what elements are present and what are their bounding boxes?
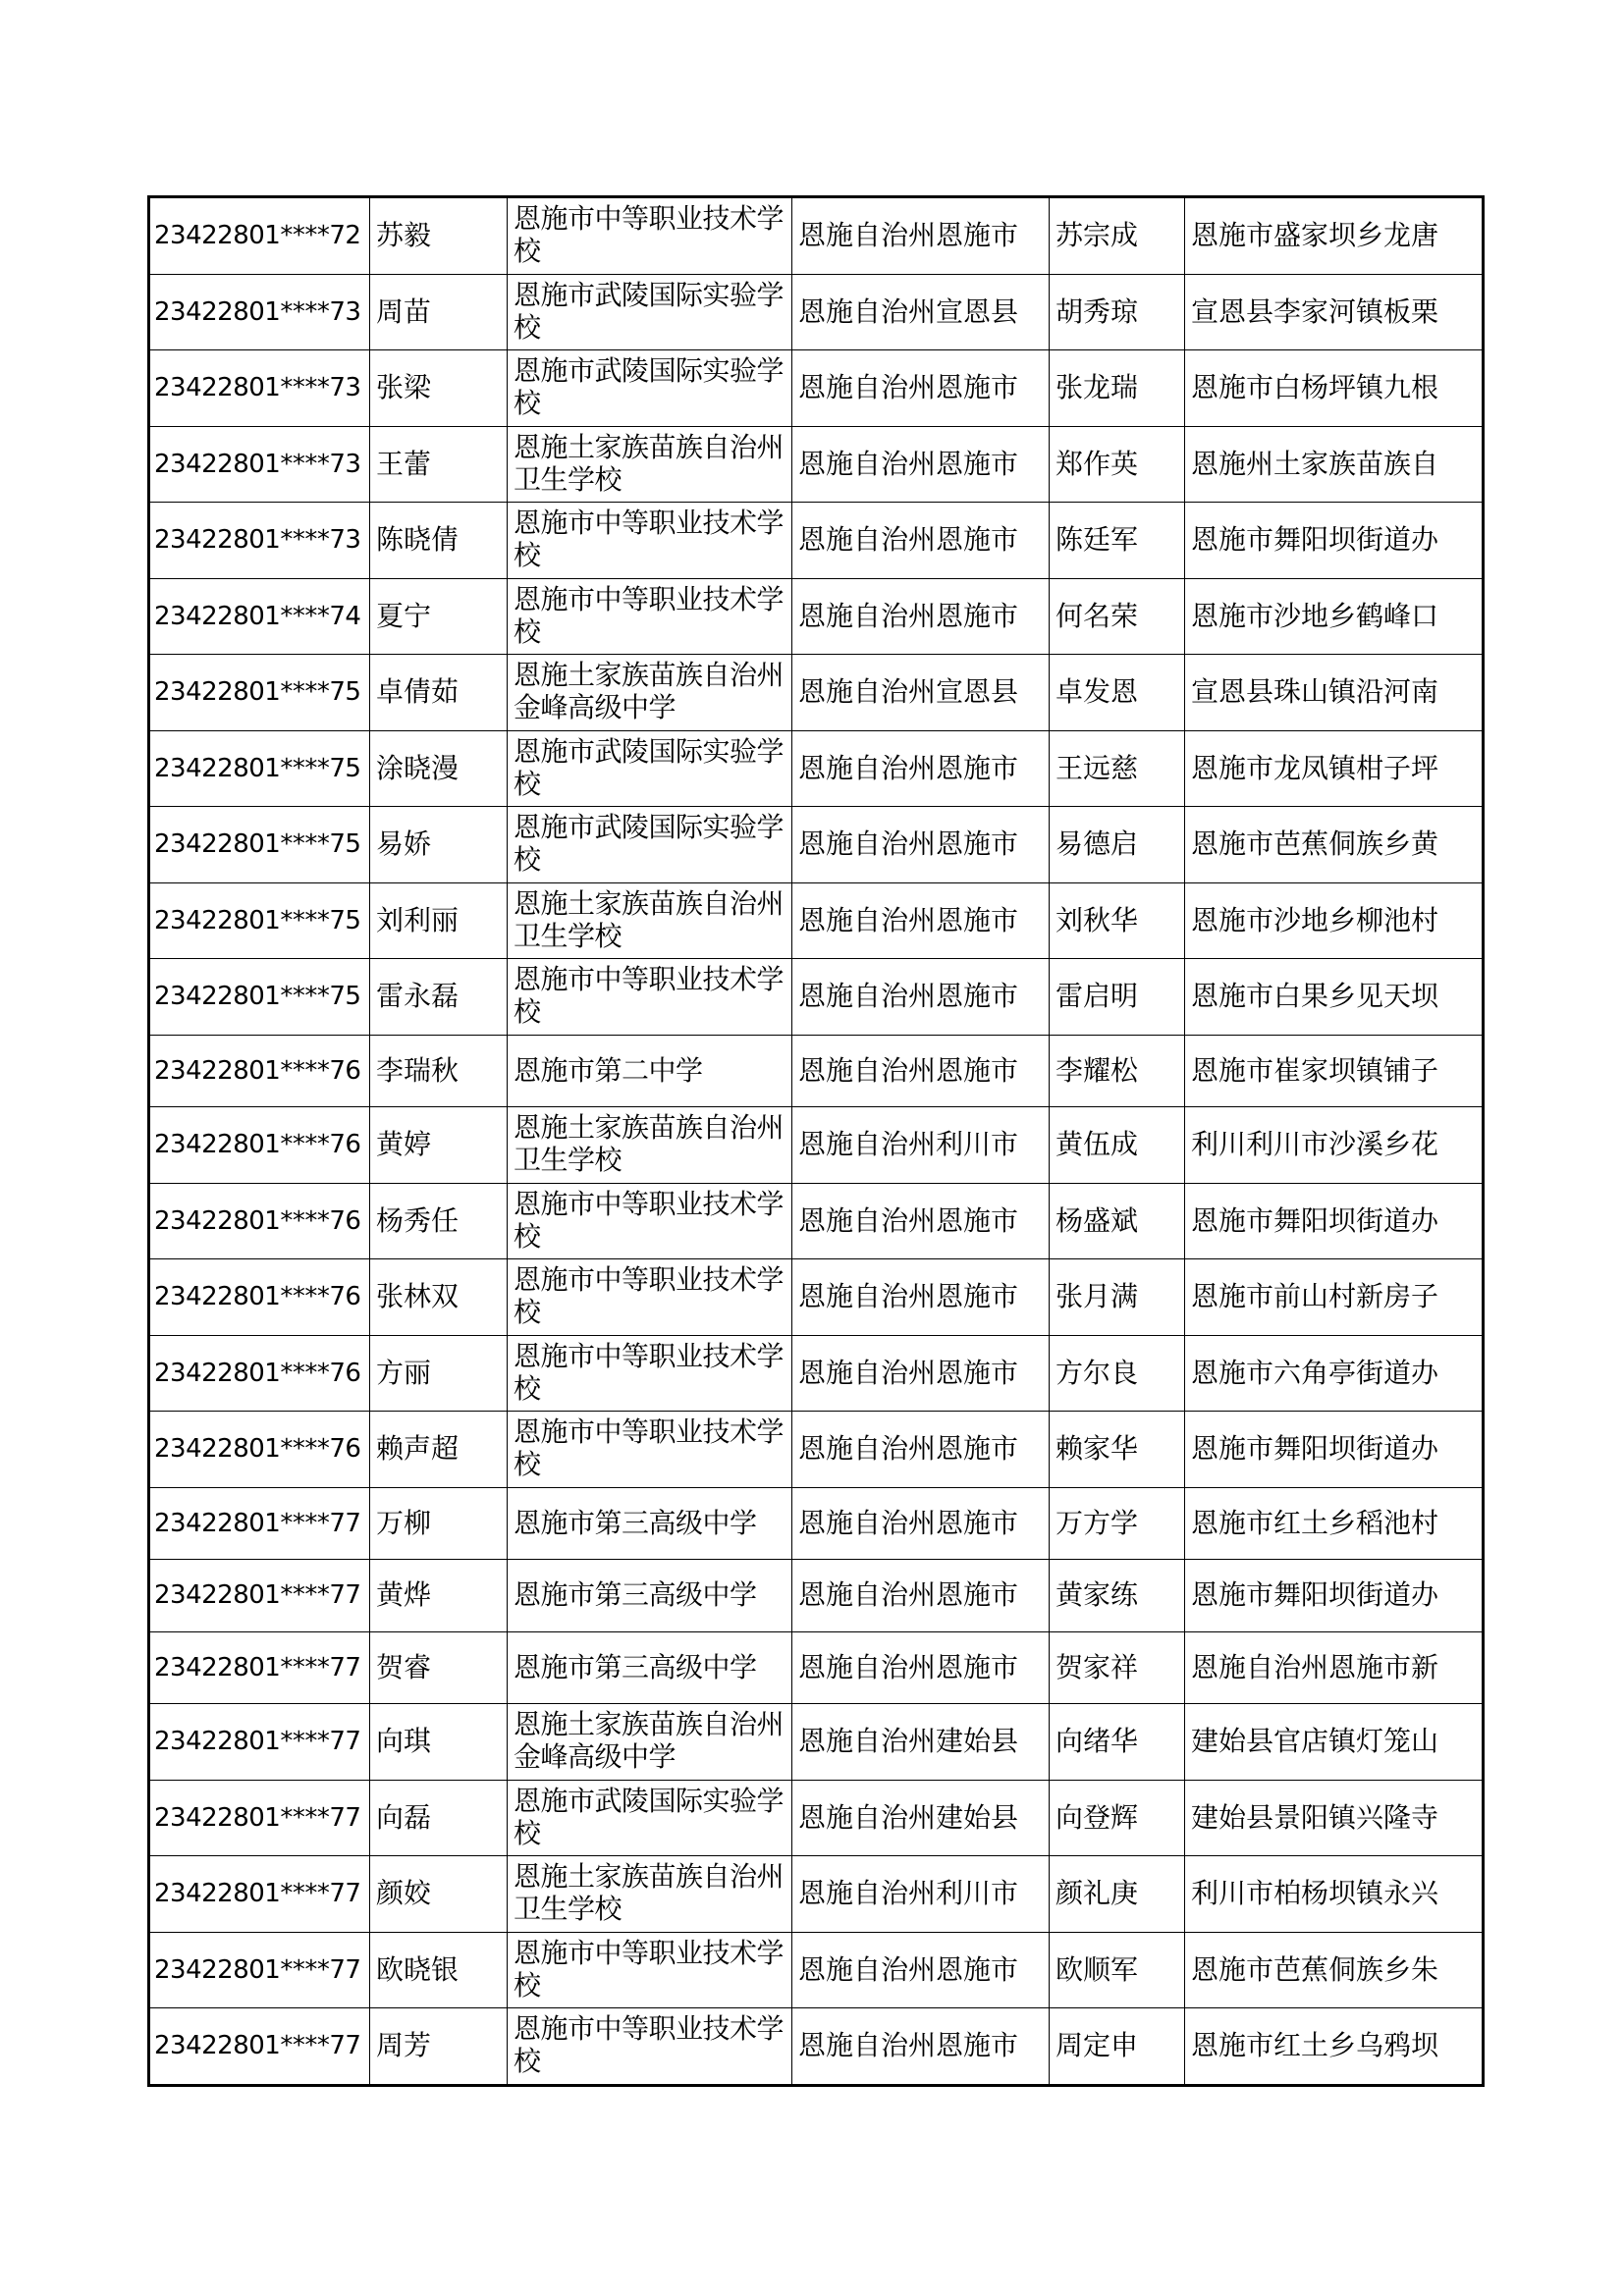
- guardian-name-cell: 赖家华: [1050, 1412, 1185, 1488]
- school-cell: 恩施市第三高级中学: [508, 1631, 792, 1704]
- guardian-name-cell: 向登辉: [1050, 1780, 1185, 1856]
- address-cell: 恩施市沙地乡柳池村: [1185, 882, 1484, 959]
- region-cell: 恩施自治州恩施市: [792, 1259, 1050, 1336]
- guardian-name-cell: 胡秀琼: [1050, 274, 1185, 350]
- region-cell: 恩施自治州恩施市: [792, 1335, 1050, 1412]
- student-name-cell: 雷永磊: [370, 959, 508, 1036]
- table-row: [149, 1183, 1484, 1259]
- table-row: [149, 1035, 1484, 1107]
- address-cell: 恩施州土家族苗族自: [1185, 426, 1484, 503]
- student-id-cell: 23422801****76: [149, 1035, 370, 1107]
- student-name-cell: 贺睿: [370, 1631, 508, 1704]
- table-row: [149, 1335, 1484, 1412]
- student-id-cell: 23422801****74: [149, 578, 370, 655]
- address-cell: 恩施市崔家坝镇铺子: [1185, 1035, 1484, 1107]
- table-row: [149, 274, 1484, 350]
- student-name-cell: 黄婷: [370, 1107, 508, 1184]
- guardian-name-cell: 卓发恩: [1050, 655, 1185, 731]
- region-cell: 恩施自治州恩施市: [792, 1932, 1050, 2008]
- region-cell: 恩施自治州宣恩县: [792, 655, 1050, 731]
- address-cell: 恩施市六角亭街道办: [1185, 1335, 1484, 1412]
- school-cell: 恩施市第三高级中学: [508, 1487, 792, 1560]
- region-cell: 恩施自治州恩施市: [792, 350, 1050, 427]
- student-id-cell: 23422801****76: [149, 1335, 370, 1412]
- student-id-cell: 23422801****76: [149, 1259, 370, 1336]
- student-id-cell: 23422801****77: [149, 1780, 370, 1856]
- table-row: [149, 1487, 1484, 1560]
- region-cell: 恩施自治州恩施市: [792, 1631, 1050, 1704]
- guardian-name-cell: 王远慈: [1050, 730, 1185, 807]
- school-cell: 恩施土家族苗族自治州卫生学校: [508, 1107, 792, 1184]
- student-id-cell: 23422801****75: [149, 807, 370, 883]
- region-cell: 恩施自治州恩施市: [792, 807, 1050, 883]
- student-id-cell: 23422801****76: [149, 1183, 370, 1259]
- guardian-name-cell: 何名荣: [1050, 578, 1185, 655]
- student-name-cell: 陈晓倩: [370, 503, 508, 579]
- student-name-cell: 周苗: [370, 274, 508, 350]
- guardian-name-cell: 颜礼庚: [1050, 1856, 1185, 1933]
- region-cell: 恩施自治州恩施市: [792, 2008, 1050, 2086]
- student-name-cell: 方丽: [370, 1335, 508, 1412]
- school-cell: 恩施市中等职业技术学校: [508, 2008, 792, 2086]
- guardian-name-cell: 苏宗成: [1050, 197, 1185, 275]
- region-cell: 恩施自治州恩施市: [792, 730, 1050, 807]
- school-cell: 恩施市中等职业技术学校: [508, 959, 792, 1036]
- table-row: [149, 1412, 1484, 1488]
- school-cell: 恩施市武陵国际实验学校: [508, 1780, 792, 1856]
- address-cell: 恩施市龙凤镇柑子坪: [1185, 730, 1484, 807]
- address-cell: 恩施市盛家坝乡龙唐: [1185, 197, 1484, 275]
- school-cell: 恩施市中等职业技术学校: [508, 1412, 792, 1488]
- address-cell: 建始县官店镇灯笼山: [1185, 1704, 1484, 1781]
- table-row: [149, 1259, 1484, 1336]
- student-id-cell: 23422801****77: [149, 1856, 370, 1933]
- school-cell: 恩施土家族苗族自治州卫生学校: [508, 426, 792, 503]
- address-cell: 恩施市芭蕉侗族乡黄: [1185, 807, 1484, 883]
- region-cell: 恩施自治州恩施市: [792, 197, 1050, 275]
- region-cell: 恩施自治州恩施市: [792, 578, 1050, 655]
- school-cell: 恩施市武陵国际实验学校: [508, 807, 792, 883]
- address-cell: 恩施市红土乡乌鸦坝: [1185, 2008, 1484, 2086]
- table-row: [149, 1780, 1484, 1856]
- school-cell: 恩施市中等职业技术学校: [508, 578, 792, 655]
- table-row: [149, 578, 1484, 655]
- guardian-name-cell: 刘秋华: [1050, 882, 1185, 959]
- region-cell: 恩施自治州宣恩县: [792, 274, 1050, 350]
- student-id-cell: 23422801****75: [149, 655, 370, 731]
- student-name-cell: 卓倩茹: [370, 655, 508, 731]
- address-cell: 宣恩县珠山镇沿河南: [1185, 655, 1484, 731]
- guardian-name-cell: 黄家练: [1050, 1560, 1185, 1632]
- student-id-cell: 23422801****75: [149, 730, 370, 807]
- school-cell: 恩施市第二中学: [508, 1035, 792, 1107]
- student-name-cell: 赖声超: [370, 1412, 508, 1488]
- address-cell: 恩施市舞阳坝街道办: [1185, 1412, 1484, 1488]
- student-name-cell: 颜姣: [370, 1856, 508, 1933]
- student-name-cell: 刘利丽: [370, 882, 508, 959]
- student-id-cell: 23422801****73: [149, 426, 370, 503]
- student-name-cell: 苏毅: [370, 197, 508, 275]
- school-cell: 恩施土家族苗族自治州卫生学校: [508, 882, 792, 959]
- student-name-cell: 万柳: [370, 1487, 508, 1560]
- student-name-cell: 夏宁: [370, 578, 508, 655]
- address-cell: 恩施市舞阳坝街道办: [1185, 1560, 1484, 1632]
- region-cell: 恩施自治州利川市: [792, 1107, 1050, 1184]
- region-cell: 恩施自治州建始县: [792, 1780, 1050, 1856]
- table-row: [149, 503, 1484, 579]
- student-id-cell: 23422801****77: [149, 1704, 370, 1781]
- address-cell: 恩施市芭蕉侗族乡朱: [1185, 1932, 1484, 2008]
- school-cell: 恩施市中等职业技术学校: [508, 197, 792, 275]
- student-name-cell: 向磊: [370, 1780, 508, 1856]
- guardian-name-cell: 万方学: [1050, 1487, 1185, 1560]
- address-cell: 建始县景阳镇兴隆寺: [1185, 1780, 1484, 1856]
- school-cell: 恩施土家族苗族自治州金峰高级中学: [508, 655, 792, 731]
- region-cell: 恩施自治州恩施市: [792, 1560, 1050, 1632]
- address-cell: 恩施市舞阳坝街道办: [1185, 503, 1484, 579]
- guardian-name-cell: 欧顺军: [1050, 1932, 1185, 2008]
- region-cell: 恩施自治州恩施市: [792, 1412, 1050, 1488]
- student-name-cell: 易娇: [370, 807, 508, 883]
- table-row: [149, 959, 1484, 1036]
- student-id-cell: 23422801****75: [149, 959, 370, 1036]
- guardian-name-cell: 张月满: [1050, 1259, 1185, 1336]
- table-row: [149, 197, 1484, 275]
- student-name-cell: 李瑞秋: [370, 1035, 508, 1107]
- student-id-cell: 23422801****77: [149, 2008, 370, 2086]
- student-id-cell: 23422801****73: [149, 274, 370, 350]
- guardian-name-cell: 陈廷军: [1050, 503, 1185, 579]
- table-row: [149, 1631, 1484, 1704]
- region-cell: 恩施自治州恩施市: [792, 426, 1050, 503]
- guardian-name-cell: 张龙瑞: [1050, 350, 1185, 427]
- address-cell: 宣恩县李家河镇板栗: [1185, 274, 1484, 350]
- student-id-cell: 23422801****73: [149, 350, 370, 427]
- student-id-cell: 23422801****77: [149, 1560, 370, 1632]
- school-cell: 恩施市中等职业技术学校: [508, 503, 792, 579]
- student-id-cell: 23422801****77: [149, 1487, 370, 1560]
- region-cell: 恩施自治州恩施市: [792, 1487, 1050, 1560]
- school-cell: 恩施市武陵国际实验学校: [508, 274, 792, 350]
- student-name-cell: 欧晓银: [370, 1932, 508, 2008]
- student-id-cell: 23422801****77: [149, 1932, 370, 2008]
- student-name-cell: 向琪: [370, 1704, 508, 1781]
- region-cell: 恩施自治州恩施市: [792, 503, 1050, 579]
- student-id-cell: 23422801****73: [149, 503, 370, 579]
- student-name-cell: 周芳: [370, 2008, 508, 2086]
- student-name-cell: 黄烨: [370, 1560, 508, 1632]
- guardian-name-cell: 杨盛斌: [1050, 1183, 1185, 1259]
- student-id-cell: 23422801****76: [149, 1107, 370, 1184]
- region-cell: 恩施自治州建始县: [792, 1704, 1050, 1781]
- region-cell: 恩施自治州恩施市: [792, 959, 1050, 1036]
- address-cell: 恩施市沙地乡鹤峰口: [1185, 578, 1484, 655]
- address-cell: 恩施市红土乡稻池村: [1185, 1487, 1484, 1560]
- table-row: [149, 807, 1484, 883]
- school-cell: 恩施土家族苗族自治州卫生学校: [508, 1856, 792, 1933]
- student-name-cell: 杨秀任: [370, 1183, 508, 1259]
- student-name-cell: 涂晓漫: [370, 730, 508, 807]
- guardian-name-cell: 向绪华: [1050, 1704, 1185, 1781]
- table-row: [149, 426, 1484, 503]
- region-cell: 恩施自治州恩施市: [792, 1035, 1050, 1107]
- student-id-cell: 23422801****75: [149, 882, 370, 959]
- school-cell: 恩施市中等职业技术学校: [508, 1259, 792, 1336]
- student-id-cell: 23422801****72: [149, 197, 370, 275]
- table-row: [149, 2008, 1484, 2086]
- address-cell: 恩施市白杨坪镇九根: [1185, 350, 1484, 427]
- student-name-cell: 王蕾: [370, 426, 508, 503]
- guardian-name-cell: 郑作英: [1050, 426, 1185, 503]
- address-cell: 恩施自治州恩施市新: [1185, 1631, 1484, 1704]
- school-cell: 恩施市武陵国际实验学校: [508, 350, 792, 427]
- guardian-name-cell: 贺家祥: [1050, 1631, 1185, 1704]
- region-cell: 恩施自治州利川市: [792, 1856, 1050, 1933]
- guardian-name-cell: 方尔良: [1050, 1335, 1185, 1412]
- roster-table: [147, 195, 1485, 2087]
- address-cell: 利川市柏杨坝镇永兴: [1185, 1856, 1484, 1933]
- student-name-cell: 张梁: [370, 350, 508, 427]
- student-name-cell: 张林双: [370, 1259, 508, 1336]
- table-row: [149, 350, 1484, 427]
- table-row: [149, 730, 1484, 807]
- school-cell: 恩施市武陵国际实验学校: [508, 730, 792, 807]
- table-row: [149, 1856, 1484, 1933]
- guardian-name-cell: 李耀松: [1050, 1035, 1185, 1107]
- guardian-name-cell: 周定申: [1050, 2008, 1185, 2086]
- school-cell: 恩施土家族苗族自治州金峰高级中学: [508, 1704, 792, 1781]
- region-cell: 恩施自治州恩施市: [792, 882, 1050, 959]
- table-row: [149, 655, 1484, 731]
- table-row: [149, 1107, 1484, 1184]
- guardian-name-cell: 黄伍成: [1050, 1107, 1185, 1184]
- table-row: [149, 1560, 1484, 1632]
- region-cell: 恩施自治州恩施市: [792, 1183, 1050, 1259]
- guardian-name-cell: 易德启: [1050, 807, 1185, 883]
- address-cell: 利川利川市沙溪乡花: [1185, 1107, 1484, 1184]
- student-id-cell: 23422801****76: [149, 1412, 370, 1488]
- address-cell: 恩施市白果乡见天坝: [1185, 959, 1484, 1036]
- address-cell: 恩施市前山村新房子: [1185, 1259, 1484, 1336]
- school-cell: 恩施市第三高级中学: [508, 1560, 792, 1632]
- table-row: [149, 1704, 1484, 1781]
- student-id-cell: 23422801****77: [149, 1631, 370, 1704]
- roster-table-body: [149, 197, 1484, 2086]
- guardian-name-cell: 雷启明: [1050, 959, 1185, 1036]
- table-row: [149, 1932, 1484, 2008]
- table-row: [149, 882, 1484, 959]
- school-cell: 恩施市中等职业技术学校: [508, 1932, 792, 2008]
- school-cell: 恩施市中等职业技术学校: [508, 1335, 792, 1412]
- school-cell: 恩施市中等职业技术学校: [508, 1183, 792, 1259]
- address-cell: 恩施市舞阳坝街道办: [1185, 1183, 1484, 1259]
